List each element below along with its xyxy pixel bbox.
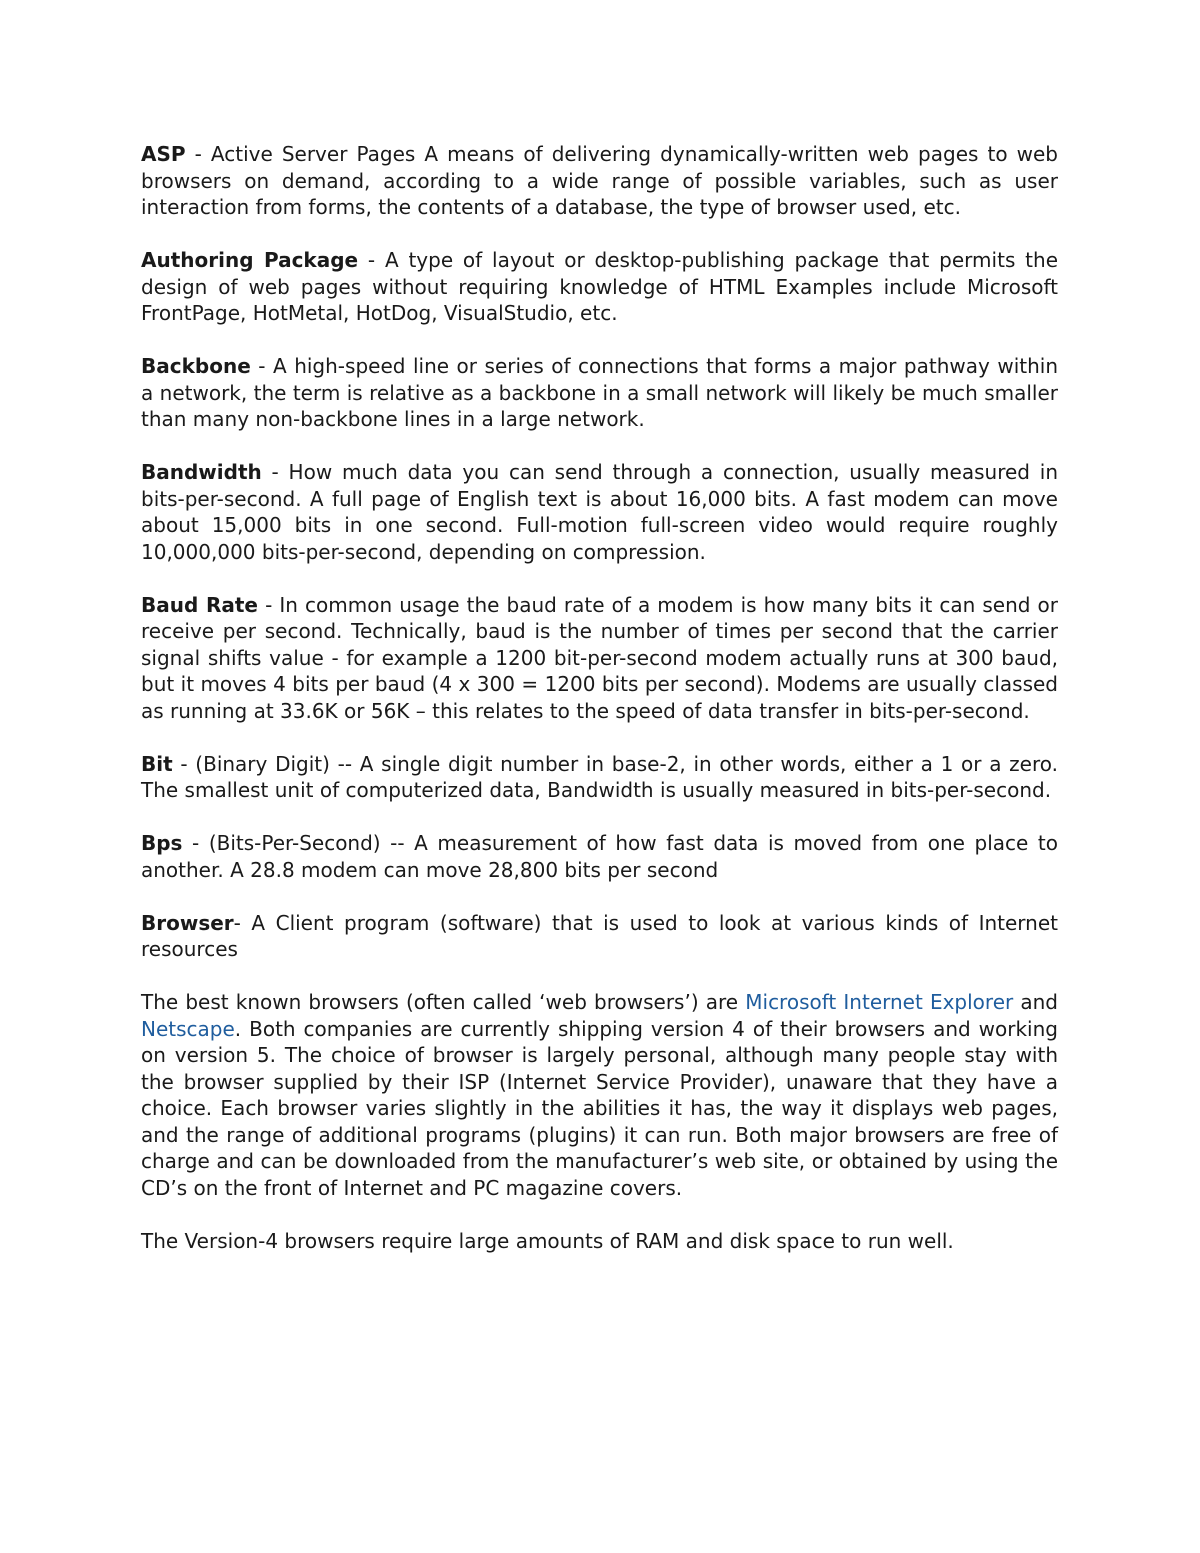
term-bandwidth: Bandwidth <box>141 460 262 484</box>
browsers-text-after: . Both companies are currently shipping version 4 of their browsers and working on version 5. The choice of browser is largely personal, although many people stay with the browser supplied by their ISP (Internet Service Provider), unaware that they have a choice. Each browser varies slightly in the abilities it has, the way it displays web pages, and the range of additional programs (plugins) it can run. Both major browsers are free of charge and can be downloaded from the manufacturer’s web site, or obtained by using the CD’s on the front of Internet and PC magazine covers. <box>141 1016 1058 1200</box>
term-backbone: Backbone <box>141 354 251 378</box>
glossary-entry-authoring-package <box>141 247 1058 327</box>
glossary-entry-bandwidth <box>141 459 1058 565</box>
glossary-entry-baud-rate <box>141 592 1058 725</box>
closing-paragraph: The Version-4 browsers require large amounts of RAM and disk space to run well. <box>141 1228 954 1253</box>
glossary-entry-bit <box>141 751 1058 804</box>
definition-asp: - Active Server Pages A means of delivering dynamically-written web pages to web browsers on demand, according to a wide range of possible variables, such as user interaction from forms, the contents of a database, the type of browser used, etc. <box>141 142 1058 219</box>
definition-bps: - (Bits-Per-Second) -- A measurement of how fast data is moved from one place to another. A 28.8 modem can move 28,800 bits per second <box>141 831 1058 882</box>
link-microsoft-internet-explorer[interactable]: Microsoft Internet Explorer <box>745 990 1014 1014</box>
term-baud-rate: Baud Rate <box>141 592 258 617</box>
term-browser: Browser <box>141 910 234 935</box>
definition-browser: - A Client program (software) that is used to look at various kinds of Internet resources <box>141 910 1058 961</box>
term-bps: Bps <box>141 831 183 855</box>
definition-authoring-package: - A type of layout or desktop-publishing package that permits the design of web pages without requiring knowledge of HTML Examples include Microsoft FrontPage, HotMetal, HotDog, VisualStudio, etc. <box>141 248 1058 325</box>
definition-baud-rate: - In common usage the baud rate of a modem is how many bits it can send or receive per second. Technically, baud is the number of times per second that the carrier signal shifts value - for example a 1200 bit-per-second modem actually runs at 300 baud, but it moves 4 bits per baud (4 x 300 = 1200 bits per second). Modems are usually classed as running at 33.6K or 56K – this relates to the speed of data transfer in bits-per-second. <box>141 592 1058 723</box>
browsers-paragraph <box>141 989 1058 1201</box>
glossary-entry-asp <box>141 141 1058 221</box>
link-netscape[interactable]: Netscape <box>141 1016 235 1041</box>
term-asp: ASP <box>141 142 186 166</box>
glossary-entry-bps <box>141 830 1058 883</box>
definition-bit: - (Binary Digit) -- A single digit number in base-2, in other words, either a 1 or a zero. The smallest unit of computerized data, Bandwidth is usually measured in bits-per-second. <box>141 751 1058 802</box>
definition-backbone: - A high-speed line or series of connections that forms a major pathway within a network, the term is relative as a backbone in a small network will likely be much smaller than many non-backbone lines in a large network. <box>141 354 1058 431</box>
browsers-text-between: and <box>1013 990 1058 1014</box>
glossary-entry-browser <box>141 910 1058 963</box>
document-page <box>141 141 1058 1281</box>
term-bit: Bit <box>141 751 173 776</box>
term-authoring-package: Authoring Package <box>141 248 359 272</box>
definition-bandwidth: - How much data you can send through a connection, usually measured in bits-per-second. A full page of English text is about 16,000 bits. A fast modem can move about 15,000 bits in one second. Full-motion full-screen video would require roughly 10,000,000 bits-per-second, depending on compression. <box>141 460 1058 564</box>
browsers-text-before: The best known browsers (often called ‘web browsers’) are <box>141 990 746 1014</box>
glossary-entry-backbone <box>141 353 1058 433</box>
